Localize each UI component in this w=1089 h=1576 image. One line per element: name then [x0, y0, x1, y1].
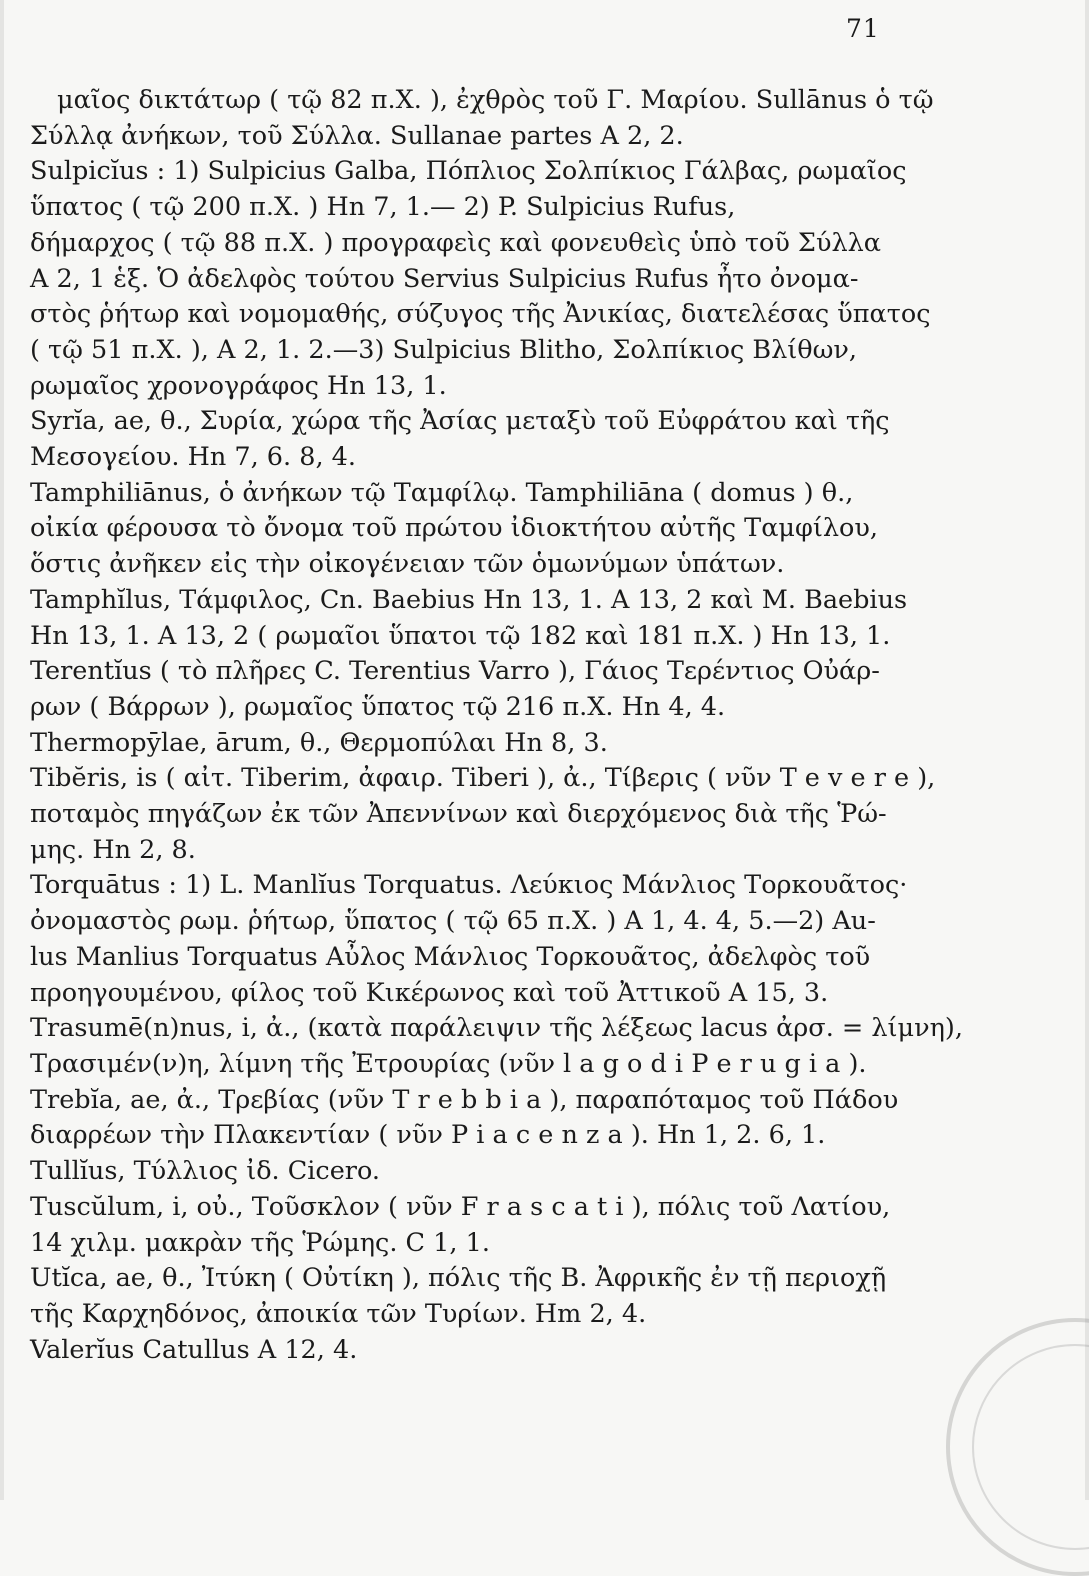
entry-line: Tibĕris, is ( αἰτ. Tiberim, ἀφαιρ. Tiberi ), ἀ., Τίβερις ( νῦν T e v e r e ), [30, 763, 936, 794]
glossary-entry [30, 583, 910, 654]
glossary-entry [30, 154, 931, 404]
entry-line: Hn 13, 1. A 13, 2 ( ρωμαῖοι ὕπατοι τῷ 182 καὶ 181 π.Χ. ) Hn 13, 1. [30, 620, 891, 651]
entry-line: οἰκία φέρουσα τὸ ὄνομα τοῦ πρώτου ἰδιοκτήτου αὐτῆς Ταμφίλου, [30, 513, 878, 544]
entry-line: Thermopȳlae, ārum, θ., Θερμοπύλαι Hn 8, 3. [30, 727, 608, 758]
entry-line: μης. Hn 2, 8. [30, 834, 196, 865]
glossary-entry [30, 761, 936, 868]
page-edge-left [0, 0, 4, 1500]
entry-line: Valerĭus Catullus A 12, 4. [30, 1334, 358, 1365]
entry-line: Tamphĭlus, Τάμφιλος, Cn. Baebius Hn 13, 1. A 13, 2 καὶ M. Baebius [30, 584, 908, 615]
entry-line: Tuscŭlum, i, οὐ., Τοῦσκλον ( νῦν F r a s c a t i ), πόλις τοῦ Λατίου, [30, 1191, 891, 1222]
entry-line: Tullĭus, Τύλλιος ἰδ. Cicero. [30, 1156, 380, 1187]
glossary-entry [30, 726, 910, 762]
entry-line: διαρρέων τὴν Πλακεντίαν ( νῦν P i a c e n z a ). Hn 1, 2. 6, 1. [30, 1120, 826, 1151]
glossary-entry [30, 1083, 910, 1154]
library-stamp [946, 1318, 1089, 1576]
glossary-entry [30, 1190, 910, 1261]
entry-line: Terentĭus ( τὸ πλῆρες C. Terentius Varro ), Γάιος Τερέντιος Οὐάρ- [30, 656, 880, 687]
entry-line: Trebĭa, ae, ἀ., Τρεβίας (νῦν T r e b b i a ), παραπόταμος τοῦ Πάδου [30, 1084, 899, 1115]
entry-line: lus Manlius Torquatus Αὖλος Μάνλιος Τορκουᾶτος, ἀδελφὸς τοῦ [30, 941, 871, 972]
glossary-entry [30, 83, 934, 154]
entry-line: ὅστις ἀνῆκεν εἰς τὴν οἰκογένειαν τῶν ὁμωνύμων ὑπάτων. [30, 549, 785, 580]
glossary-entry [30, 1333, 910, 1369]
glossary-entry [30, 476, 910, 583]
entry-line: ὀνομαστὸς ρωμ. ῥήτωρ, ὕπατος ( τῷ 65 π.Χ. ) A 1, 4. 4, 5.—2) Au- [30, 906, 876, 937]
glossary-entry [30, 1261, 910, 1332]
entry-line: μαῖος δικτάτωρ ( τῷ 82 π.Χ. ), ἐχθρὸς τοῦ Γ. Μαρίου. Sullānus ὁ τῷ [57, 85, 934, 115]
glossary-entry [30, 1011, 963, 1082]
page-edge-right [1085, 0, 1089, 1500]
entry-line: Utĭca, ae, θ., Ἰτύκη ( Οὐτίκη ), πόλις τῆς B. Ἀφρικῆς ἐν τῇ περιοχῇ [30, 1263, 887, 1294]
glossary-entries [30, 83, 963, 1368]
entry-line: Sulpicĭus : 1) Sulpicius Galba, Πόπλιος Σολπίκιος Γάλβας, ρωμαῖος [30, 156, 907, 187]
entry-line: Syrĭa, ae, θ., Συρία, χώρα τῆς Ἀσίας μεταξὺ τοῦ Εὐφράτου καὶ τῆς [30, 406, 890, 437]
entry-line: ποταμὸς πηγάζων ἐκ τῶν Ἀπεννίνων καὶ διερχόμενος διὰ τῆς Ῥώ- [30, 799, 887, 830]
entry-line: Μεσογείου. Hn 7, 6. 8, 4. [30, 442, 356, 473]
entry-line: Trasumē(n)nus, i, ἀ., (κατὰ παράλειψιν τῆς λέξεως lacus ἀρσ. = λίμνη), [30, 1013, 963, 1044]
entry-line: προηγουμένου, φίλος τοῦ Κικέρωνος καὶ τοῦ Ἀττικοῦ A 15, 3. [30, 977, 829, 1008]
entry-line: ὕπατος ( τῷ 200 π.Χ. ) Hn 7, 1.— 2) P. Sulpicius Rufus, [30, 192, 736, 223]
entry-line: Torquātus : 1) L. Manlĭus Torquatus. Λεύκιος Μάνλιος Τορκουᾶτος· [30, 870, 908, 901]
glossary-entry [30, 1154, 910, 1190]
entry-line: 14 χιλμ. μακρὰν τῆς Ῥώμης. C 1, 1. [30, 1227, 490, 1258]
entry-line: ( τῷ 51 π.Χ. ), A 2, 1. 2.—3) Sulpicius Blitho, Σολπίκιος Βλίθων, [30, 334, 857, 365]
entry-line: Τρασιμέν(ν)η, λίμνη τῆς Ἐτρουρίας (νῦν l a g o d i P e r u g i a ). [30, 1048, 867, 1079]
glossary-entry [30, 868, 910, 1011]
glossary-entry [30, 404, 910, 475]
entry-line: τῆς Καρχηδόνος, ἀποικία τῶν Τυρίων. Hm 2, 4. [30, 1298, 647, 1329]
glossary-entry [30, 654, 910, 725]
entry-line: Σύλλᾳ ἀνήκων, τοῦ Σύλλα. Sullanae partes A 2, 2. [30, 120, 684, 151]
entry-line: ρωμαῖος χρονογράφος Hn 13, 1. [30, 370, 447, 401]
entry-line: δήμαρχος ( τῷ 88 π.Χ. ) προγραφεὶς καὶ φονευθεὶς ὑπὸ τοῦ Σύλλα [30, 227, 882, 258]
entry-line: Tamphiliānus, ὁ ἀνήκων τῷ Ταμφίλῳ. Tamphiliāna ( domus ) θ., [30, 477, 854, 508]
page-number: 71 [846, 14, 880, 43]
entry-line: στὸς ῥήτωρ καὶ νομομαθής, σύζυγος τῆς Ἀνικίας, διατελέσας ὕπατος [30, 299, 931, 330]
entry-line: ρων ( Βάρρων ), ρωμαῖος ὕπατος τῷ 216 π.Χ. Hn 4, 4. [30, 691, 726, 722]
entry-line: A 2, 1 ἑξ. Ὁ ἀδελφὸς τούτου Servius Sulpicius Rufus ἦτο ὀνομα- [30, 263, 859, 294]
